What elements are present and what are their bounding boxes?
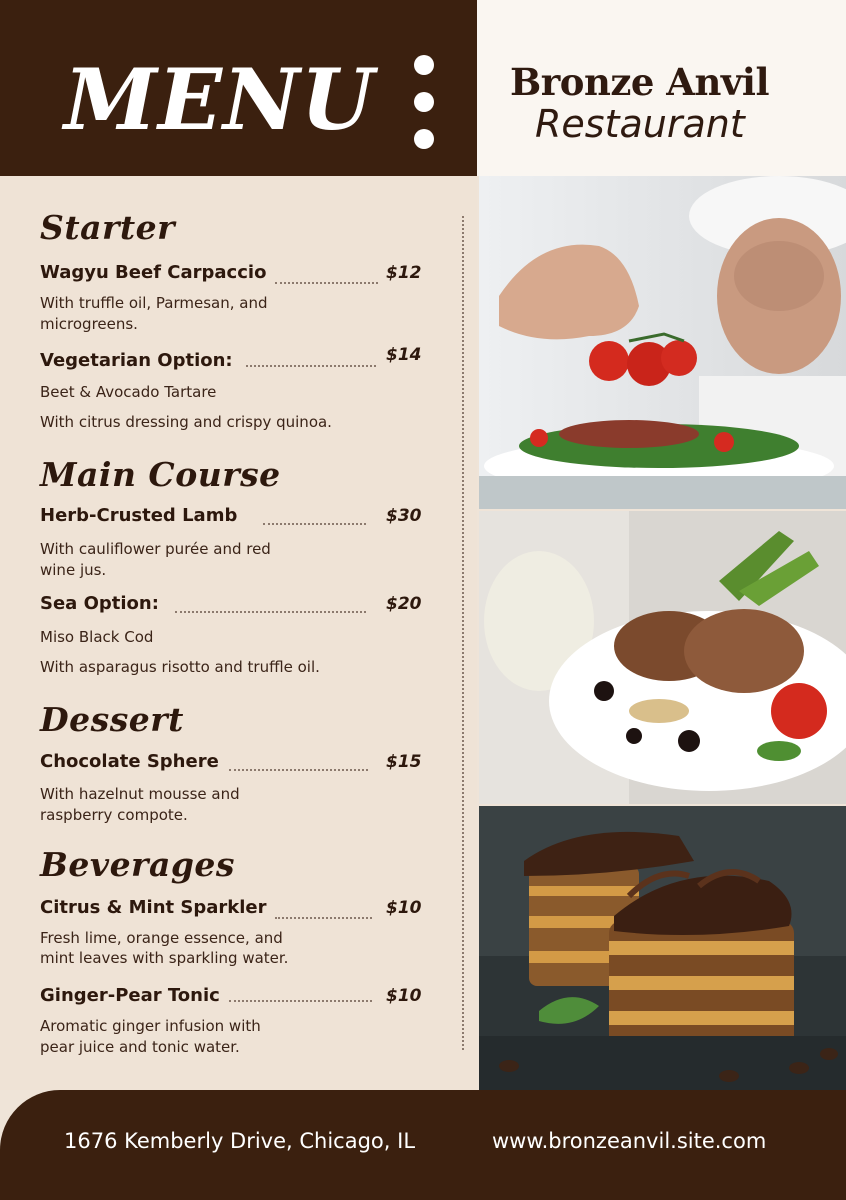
leader-dots [229, 1000, 372, 1002]
section-title-dessert: Dessert [40, 700, 184, 739]
item-price-vegetarian: $14 [386, 345, 422, 365]
item-desc-ginger-1: Aromatic ginger infusion with [40, 1017, 261, 1035]
item-desc-citrus-2: mint leaves with sparkling water. [40, 949, 289, 967]
item-desc-chocolate-2: raspberry compote. [40, 806, 188, 824]
leader-dots [275, 282, 378, 284]
item-name-citrus: Citrus & Mint Sparkler [40, 897, 267, 918]
item-desc-sea-1: Miso Black Cod [40, 628, 154, 646]
brand-name: Bronze Anvil [510, 60, 769, 104]
item-price-wagyu: $12 [386, 263, 422, 283]
item-price-citrus: $10 [386, 898, 422, 918]
item-name-lamb: Herb-Crusted Lamb [40, 505, 238, 526]
item-price-chocolate: $15 [386, 752, 422, 772]
footer-bar [0, 1090, 846, 1200]
item-name-sea: Sea Option: [40, 593, 159, 614]
item-name-vegetarian: Vegetarian Option: [40, 350, 233, 371]
leader-dots [246, 365, 376, 367]
header-banner [0, 0, 477, 176]
item-desc-wagyu-1: With truffle oil, Parmesan, and [40, 294, 268, 312]
plated-main-course-photo [479, 511, 846, 804]
footer-address: 1676 Kemberly Drive, Chicago, IL [64, 1129, 416, 1153]
leader-dots [275, 917, 372, 919]
item-desc-citrus-1: Fresh lime, orange essence, and [40, 929, 283, 947]
footer-website-link[interactable]: www.bronzeanvil.site.com [492, 1129, 767, 1153]
section-title-starter: Starter [40, 208, 175, 247]
menu-title: MENU [64, 50, 376, 149]
item-name-chocolate: Chocolate Sphere [40, 751, 219, 772]
section-title-beverages: Beverages [40, 845, 235, 884]
brand-subtitle: Restaurant [535, 102, 745, 146]
item-desc-wagyu-2: microgreens. [40, 315, 138, 333]
item-desc-lamb-2: wine jus. [40, 561, 107, 579]
item-name-wagyu: Wagyu Beef Carpaccio [40, 262, 267, 283]
chef-plating-photo [479, 176, 846, 509]
brand-block [477, 0, 846, 176]
item-price-ginger: $10 [386, 986, 422, 1006]
item-desc-vegetarian-2: With citrus dressing and crispy quinoa. [40, 413, 332, 431]
item-desc-lamb-1: With cauliflower purée and red [40, 540, 271, 558]
item-name-ginger: Ginger-Pear Tonic [40, 985, 220, 1006]
item-price-sea: $20 [386, 594, 422, 614]
item-desc-vegetarian-1: Beet & Avocado Tartare [40, 383, 217, 401]
item-desc-chocolate-1: With hazelnut mousse and [40, 785, 240, 803]
leader-dots [263, 523, 366, 525]
item-desc-ginger-2: pear juice and tonic water. [40, 1038, 240, 1056]
item-desc-sea-2: With asparagus risotto and truffle oil. [40, 658, 320, 676]
kebab-dots-icon [414, 55, 436, 166]
leader-dots [175, 611, 366, 613]
leader-dots [229, 769, 368, 771]
chocolate-dessert-photo [479, 806, 846, 1090]
vertical-divider [462, 216, 464, 1050]
item-price-lamb: $30 [386, 506, 422, 526]
section-title-main-course: Main Course [40, 455, 281, 494]
